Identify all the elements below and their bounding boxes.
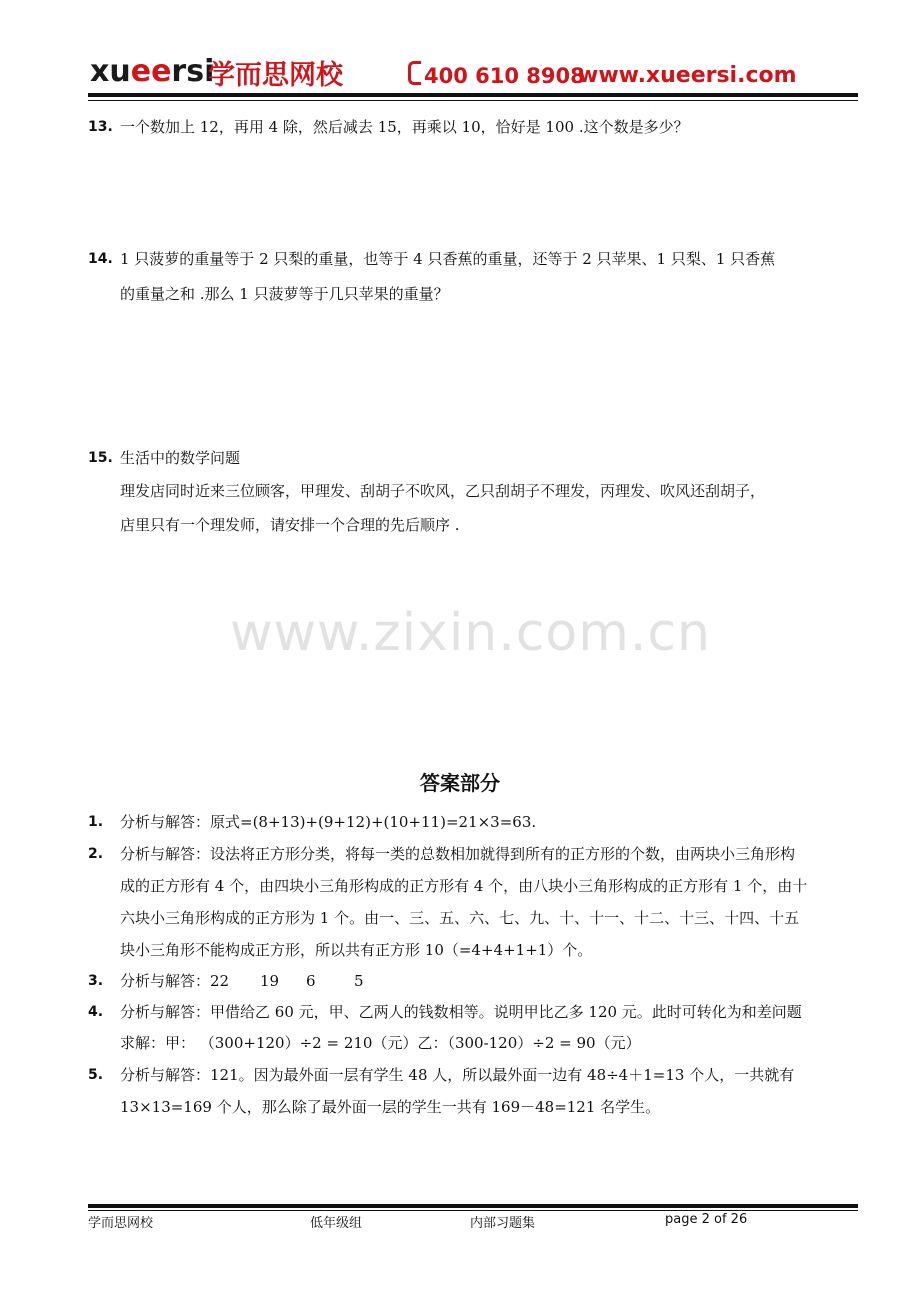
website-link[interactable]: www.xueersi.com [578, 63, 797, 88]
answer-value: 5 [354, 972, 364, 990]
answers-title: 答案部分 [420, 771, 500, 795]
phone-number [408, 61, 585, 88]
answer-text: 分析与解答：121。因为最外面一层有学生 48 人，所以最外面一边有 48÷4＋1=13 个人，一共就有 [120, 1066, 795, 1084]
answer-value: 22 [210, 972, 230, 990]
answer-text: 块小三角形不能构成正方形，所以共有正方形 10（=4+4+1+1）个。 [120, 941, 593, 959]
question-heading: 生活中的数学问题 [120, 449, 241, 467]
question-text: 1 只菠萝的重量等于 2 只梨的重量，也等于 4 只香蕉的重量，还等于 2 只苹果、1 只梨、1 只香蕉 [120, 250, 776, 268]
footer-divider-thin [88, 1210, 858, 1211]
header-divider-thin [88, 100, 858, 101]
answer-number: 1. [88, 814, 104, 830]
logo-text-part: xu [90, 54, 131, 89]
page-header [88, 50, 858, 98]
logo-text-part: ee [130, 54, 172, 89]
answer-number: 2. [88, 846, 104, 862]
footer-collection: 内部习题集 [470, 1216, 536, 1231]
question-text: 店里只有一个理发师，请安排一个合理的先后顺序 . [120, 516, 460, 534]
question-text: 的重量之和 .那么 1 只菠萝等于几只苹果的重量？ [120, 285, 449, 303]
answer-text: 分析与解答：设法将正方形分类，将每一类的总数相加就得到所有的正方形的个数，由两块小三角形构 [120, 845, 796, 863]
answer-value: 6 [306, 972, 316, 990]
footer-school: 学而思网校 [88, 1216, 154, 1231]
question-text: 一个数加上 12，再用 4 除，然后减去 15，再乘以 10，恰好是 100 .这个数是多少？ [120, 118, 689, 136]
answer-value: 19 [260, 972, 280, 990]
logo-chinese-name: 学而思网校 [208, 60, 343, 91]
question-number: 14. [88, 251, 113, 267]
header-divider [88, 93, 858, 97]
answer-text: 13×13=169 个人，那么除了最外面一层的学生一共有 169－48=121 名学生。 [120, 1098, 661, 1116]
watermark: www.zixin.com.cn [230, 603, 711, 663]
answer-number: 3. [88, 973, 104, 989]
footer-divider [88, 1204, 858, 1208]
question-number: 13. [88, 119, 113, 135]
question-text: 理发店同时近来三位顾客，甲理发、刮胡子不吹风，乙只刮胡子不理发，丙理发、吹风还刮胡子， [120, 482, 766, 500]
answer-text: 成的正方形有 4 个，由四块小三角形构成的正方形有 4 个，由八块小三角形构成的正方形有 1 个，由十 [120, 877, 808, 895]
phone-icon [408, 61, 421, 85]
answer-text: 求解：甲： （300+120）÷2 = 210（元）乙：（300-120）÷2 = 90（元） [120, 1034, 641, 1052]
phone-number-text: 400 610 8908 [424, 64, 585, 88]
footer-grade: 低年级组 [310, 1216, 363, 1231]
answer-text: 分析与解答：甲借给乙 60 元，甲、乙两人的钱数相等。说明甲比乙多 120 元。此时可转化为和差问题 [120, 1003, 802, 1021]
answer-number: 5. [88, 1067, 104, 1083]
question-number: 15. [88, 450, 113, 466]
answer-text: 六块小三角形构成的正方形为 1 个。由一、三、五、六、七、九、十、十一、十二、十三、十四、十五 [120, 909, 800, 927]
xueersi-logo [90, 54, 214, 89]
answer-prefix: 分析与解答： [120, 972, 211, 990]
answer-text [120, 965, 364, 997]
answer-number: 4. [88, 1004, 104, 1020]
logo-text-part: rsi [171, 54, 215, 89]
answer-text: 分析与解答：原式=(8+13)+(9+12)+(10+11)=21×3=63. [120, 813, 537, 831]
page-number: page 2 of 26 [665, 1212, 748, 1227]
